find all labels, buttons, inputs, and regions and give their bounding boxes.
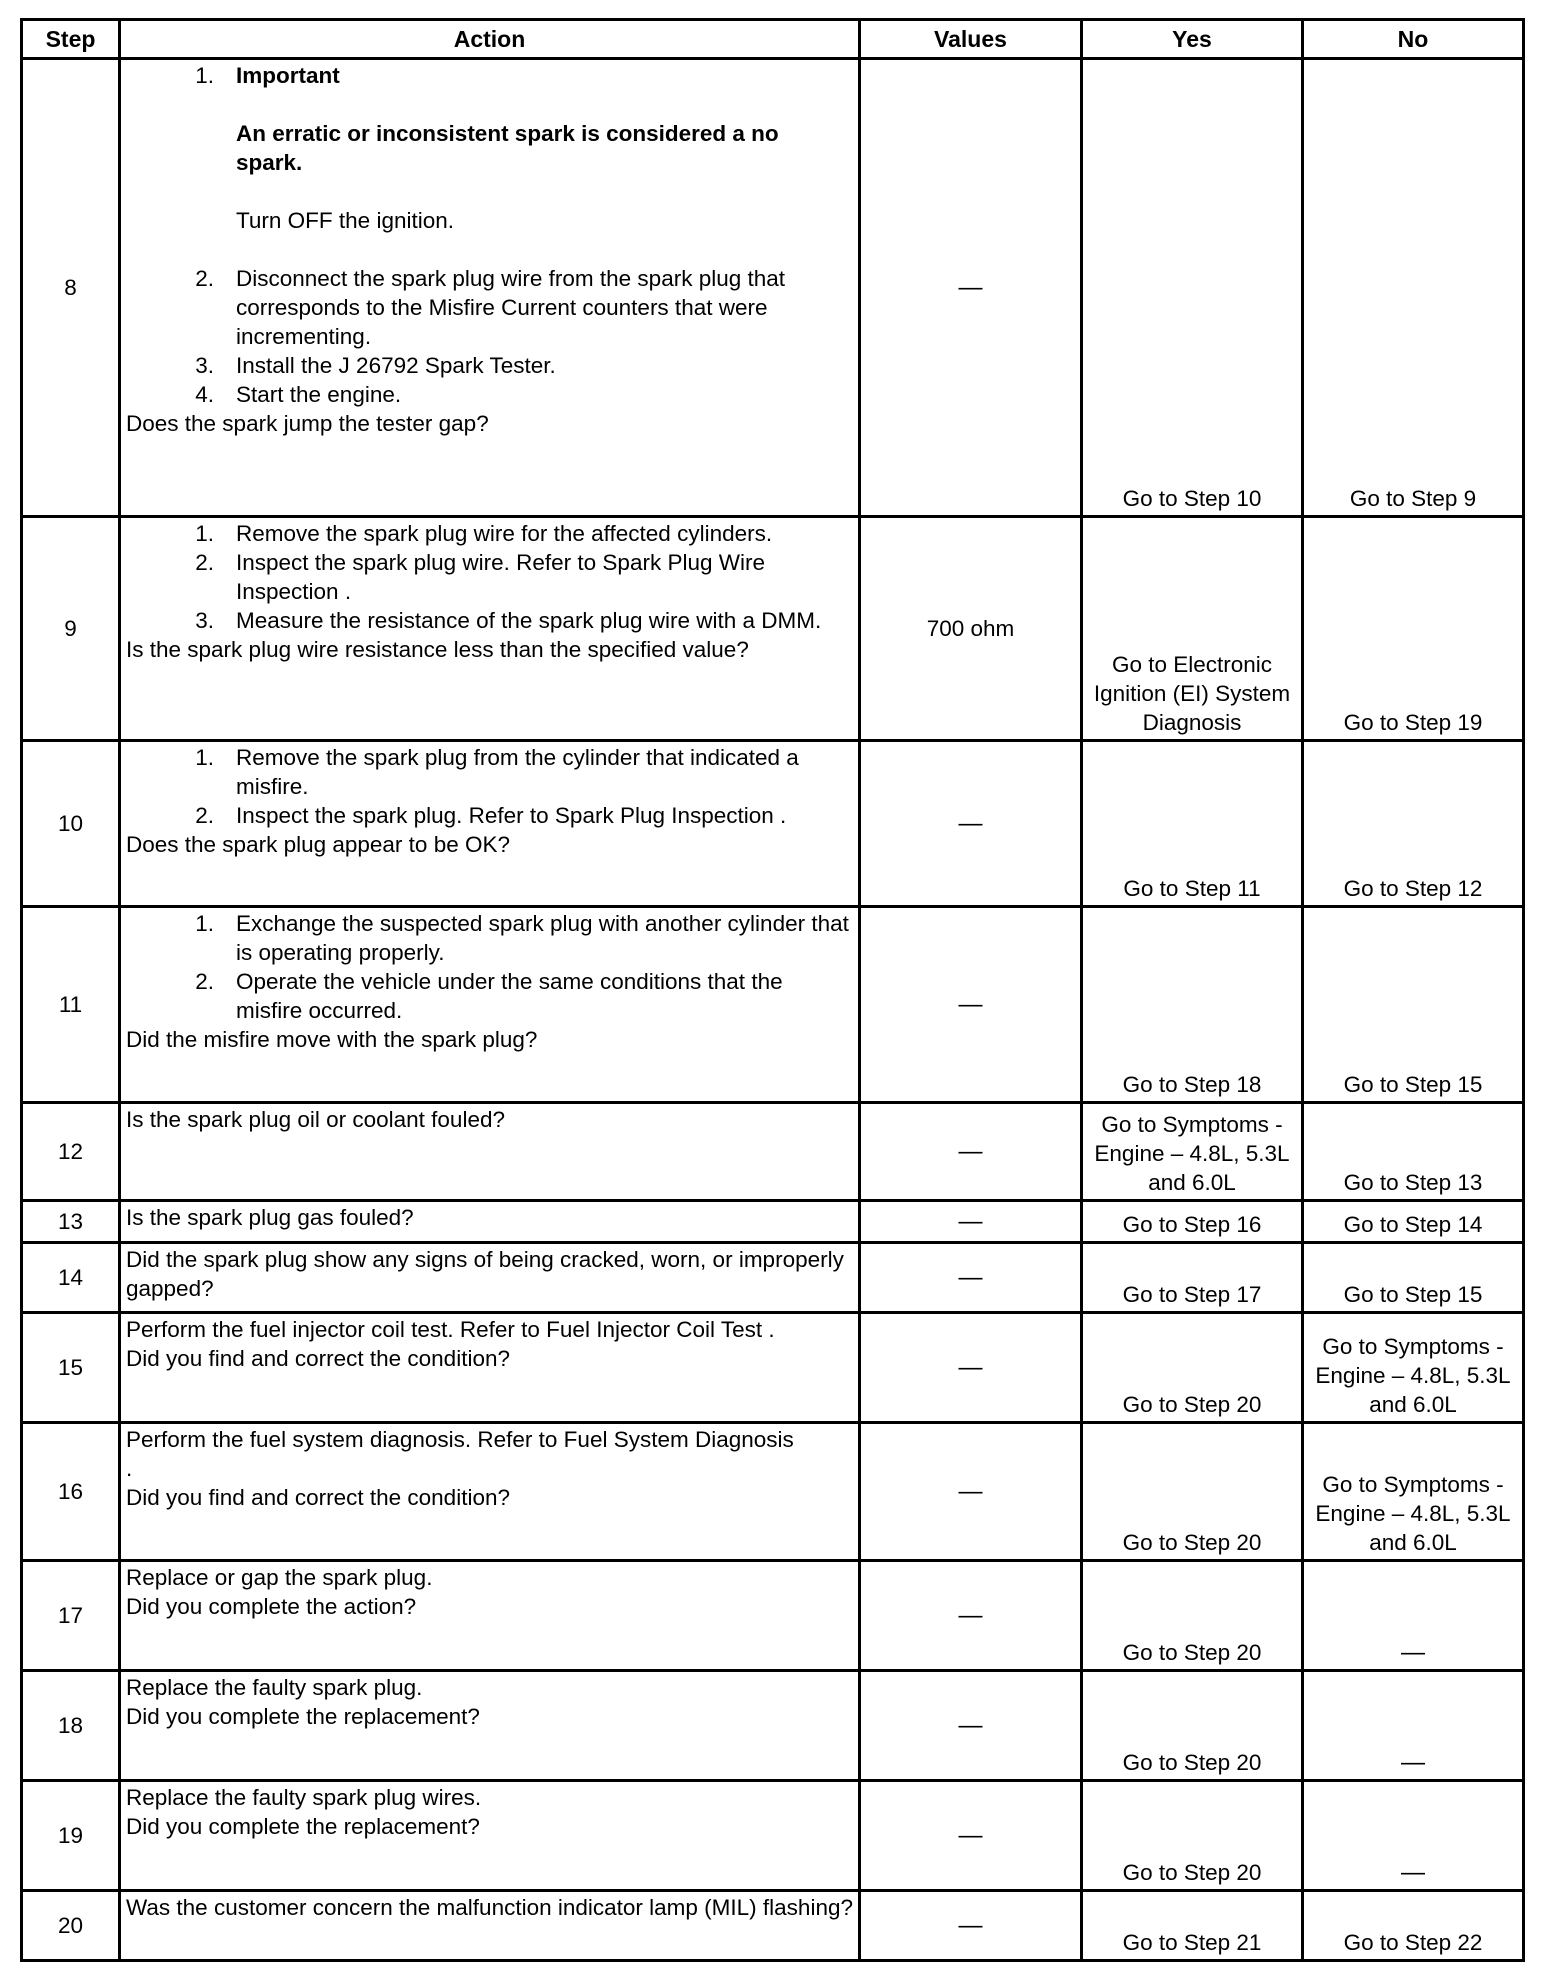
values-cell: — — [860, 1243, 1082, 1313]
step-number: 14 — [22, 1243, 120, 1313]
action-text: Perform the fuel system diagnosis. Refer to Fuel System Diagnosis . — [126, 1427, 794, 1481]
action-text: Perform the fuel injector coil test. Refer to Fuel Injector Coil Test . — [126, 1317, 775, 1342]
no-cell: Go to Symptoms - Engine – 4.8L, 5.3L and 6.0L — [1303, 1423, 1524, 1561]
values-cell: — — [860, 1103, 1082, 1201]
action-question: Is the spark plug wire resistance less than the specified value? — [126, 637, 749, 662]
step-number: 13 — [22, 1201, 120, 1243]
table-row — [22, 1243, 1524, 1313]
list-item: 1. Exchange the suspected spark plug with another cylinder that is operating properly. — [126, 909, 854, 967]
action-text: Replace the faulty spark plug. — [126, 1675, 423, 1700]
action-text: Install the J 26792 Spark Tester. — [236, 353, 556, 378]
yes-cell: Go to Step 20 — [1082, 1423, 1303, 1561]
no-cell: Go to Step 15 — [1303, 907, 1524, 1103]
step-number: 9 — [22, 517, 120, 741]
action-text: Start the engine. — [236, 382, 402, 407]
action-question: Did you find and correct the condition? — [126, 1346, 510, 1371]
yes-cell: Go to Symptoms - Engine – 4.8L, 5.3L and 6.0L — [1082, 1103, 1303, 1201]
header-step: Step — [22, 20, 120, 59]
values-cell: 700 ohm — [860, 517, 1082, 741]
values-cell: — — [860, 1781, 1082, 1891]
list-item: 2. Disconnect the spark plug wire from the spark plug that corresponds to the Misfire Current counters that were incrementing. — [126, 264, 854, 351]
yes-cell: Go to Step 18 — [1082, 907, 1303, 1103]
action-text: Remove the spark plug wire for the affected cylinders. — [236, 521, 773, 546]
action-text: Inspect the spark plug wire. Refer to Spark Plug Wire Inspection . — [236, 550, 765, 604]
no-cell: Go to Step 12 — [1303, 741, 1524, 907]
table-row — [22, 59, 1524, 517]
table-row — [22, 1891, 1524, 1961]
action-question: Does the spark plug appear to be OK? — [126, 832, 510, 857]
header-no: No — [1303, 20, 1524, 59]
action-cell: Is the spark plug oil or coolant fouled? — [120, 1103, 860, 1201]
diagnostic-table — [20, 18, 1525, 1962]
action-question: Did you find and correct the condition? — [126, 1485, 510, 1510]
table-row — [22, 1423, 1524, 1561]
header-values: Values — [860, 20, 1082, 59]
yes-cell: Go to Step 20 — [1082, 1781, 1303, 1891]
action-cell — [120, 59, 860, 517]
step-number: 16 — [22, 1423, 120, 1561]
list-item: 2. Inspect the spark plug wire. Refer to Spark Plug Wire Inspection . — [126, 548, 854, 606]
no-cell: — — [1303, 1671, 1524, 1781]
action-cell — [120, 1561, 860, 1671]
yes-cell: Go to Step 20 — [1082, 1313, 1303, 1423]
table-row — [22, 741, 1524, 907]
action-text: Replace or gap the spark plug. — [126, 1565, 433, 1590]
no-cell: Go to Step 14 — [1303, 1201, 1524, 1243]
action-cell — [120, 1423, 860, 1561]
values-cell: — — [860, 1201, 1082, 1243]
table-row — [22, 1561, 1524, 1671]
action-text: Disconnect the spark plug wire from the spark plug that corresponds to the Misfire Current counters that were incrementing. — [236, 266, 786, 349]
yes-cell: Go to Step 21 — [1082, 1891, 1303, 1961]
yes-cell: Go to Step 20 — [1082, 1561, 1303, 1671]
step-number: 19 — [22, 1781, 120, 1891]
step-number: 20 — [22, 1891, 120, 1961]
action-question: Did you complete the replacement? — [126, 1704, 480, 1729]
action-cell — [120, 1313, 860, 1423]
no-cell: Go to Step 13 — [1303, 1103, 1524, 1201]
action-question: Did you complete the action? — [126, 1594, 417, 1619]
no-cell: Go to Step 9 — [1303, 59, 1524, 517]
action-text: Turn OFF the ignition. — [236, 208, 455, 233]
no-cell: Go to Step 15 — [1303, 1243, 1524, 1313]
table-header-row — [22, 20, 1524, 59]
action-cell — [120, 1781, 860, 1891]
list-item: 3. Install the J 26792 Spark Tester. — [126, 351, 854, 380]
action-cell: Did the spark plug show any signs of being cracked, worn, or improperly gapped? — [120, 1243, 860, 1313]
action-text: Inspect the spark plug. Refer to Spark Plug Inspection . — [236, 803, 787, 828]
values-cell: — — [860, 741, 1082, 907]
action-text: Exchange the suspected spark plug with another cylinder that is operating properly. — [236, 911, 849, 965]
table-row — [22, 1103, 1524, 1201]
action-text: Replace the faulty spark plug wires. — [126, 1785, 482, 1810]
table-row — [22, 517, 1524, 741]
action-question: Did the misfire move with the spark plug? — [126, 1027, 538, 1052]
step-number: 18 — [22, 1671, 120, 1781]
step-number: 8 — [22, 59, 120, 517]
list-item: 1. Remove the spark plug from the cylinder that indicated a misfire. — [126, 743, 854, 801]
header-action: Action — [120, 20, 860, 59]
list-item: 1. Important An erratic or inconsistent spark is considered a no spark. Turn OFF the ignition. — [126, 61, 854, 264]
values-cell: — — [860, 1561, 1082, 1671]
list-item: 2. Inspect the spark plug. Refer to Spark Plug Inspection . — [126, 801, 854, 830]
action-text: Remove the spark plug from the cylinder that indicated a misfire. — [236, 745, 799, 799]
values-cell: — — [860, 59, 1082, 517]
no-cell: — — [1303, 1781, 1524, 1891]
action-text: Operate the vehicle under the same conditions that the misfire occurred. — [236, 969, 783, 1023]
list-item: 4. Start the engine. — [126, 380, 854, 409]
action-cell — [120, 1671, 860, 1781]
action-cell: Is the spark plug gas fouled? — [120, 1201, 860, 1243]
action-question: Does the spark jump the tester gap? — [126, 411, 489, 436]
values-cell: — — [860, 907, 1082, 1103]
yes-cell: Go to Step 20 — [1082, 1671, 1303, 1781]
list-item: 2. Operate the vehicle under the same conditions that the misfire occurred. — [126, 967, 854, 1025]
list-item: 3. Measure the resistance of the spark plug wire with a DMM. — [126, 606, 854, 635]
table-row — [22, 1671, 1524, 1781]
step-number: 15 — [22, 1313, 120, 1423]
step-number: 12 — [22, 1103, 120, 1201]
list-item: 1. Remove the spark plug wire for the affected cylinders. — [126, 519, 854, 548]
action-cell — [120, 517, 860, 741]
table-row — [22, 1781, 1524, 1891]
no-cell: Go to Step 19 — [1303, 517, 1524, 741]
action-question: Did you complete the replacement? — [126, 1814, 480, 1839]
action-cell — [120, 741, 860, 907]
action-text: Measure the resistance of the spark plug wire with a DMM. — [236, 608, 822, 633]
step-number: 10 — [22, 741, 120, 907]
action-cell: Was the customer concern the malfunction indicator lamp (MIL) flashing? — [120, 1891, 860, 1961]
yes-cell: Go to Electronic Ignition (EI) System Diagnosis — [1082, 517, 1303, 741]
values-cell: — — [860, 1891, 1082, 1961]
yes-cell: Go to Step 17 — [1082, 1243, 1303, 1313]
step-number: 11 — [22, 907, 120, 1103]
diagnostic-table-page — [20, 18, 1525, 1962]
table-row — [22, 907, 1524, 1103]
values-cell: — — [860, 1671, 1082, 1781]
no-cell: Go to Step 22 — [1303, 1891, 1524, 1961]
table-row — [22, 1201, 1524, 1243]
action-cell — [120, 907, 860, 1103]
no-cell: Go to Symptoms - Engine – 4.8L, 5.3L and 6.0L — [1303, 1313, 1524, 1423]
important-note: An erratic or inconsistent spark is considered a no spark. — [236, 121, 779, 175]
header-yes: Yes — [1082, 20, 1303, 59]
important-title: Important — [236, 63, 340, 88]
yes-cell: Go to Step 16 — [1082, 1201, 1303, 1243]
step-number: 17 — [22, 1561, 120, 1671]
no-cell: — — [1303, 1561, 1524, 1671]
yes-cell: Go to Step 11 — [1082, 741, 1303, 907]
table-row — [22, 1313, 1524, 1423]
yes-cell: Go to Step 10 — [1082, 59, 1303, 517]
values-cell: — — [860, 1423, 1082, 1561]
values-cell: — — [860, 1313, 1082, 1423]
